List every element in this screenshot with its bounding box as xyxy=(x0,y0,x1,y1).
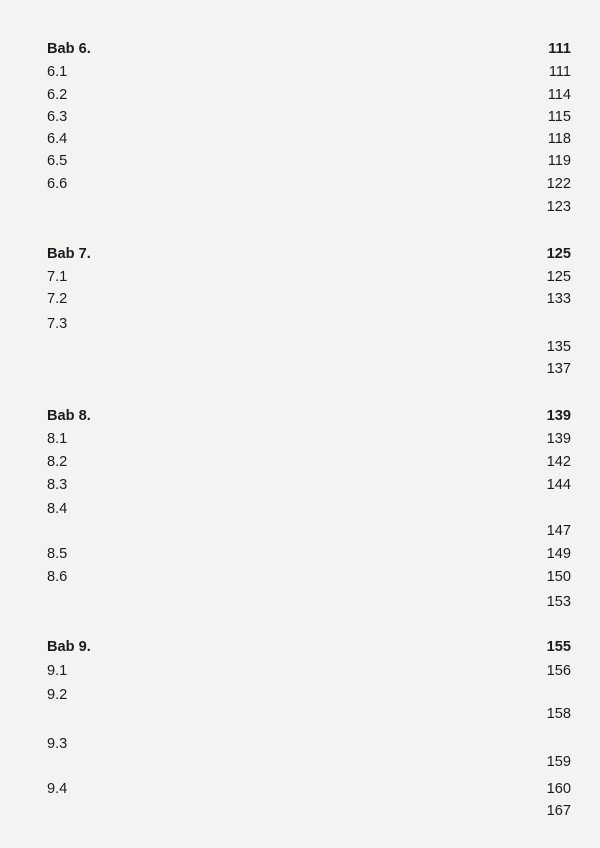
table-of-contents-page: Bab 6. 111 6.1 111 6.2 114 6.3 115 6.4 118 6.5 119 6.6 122 123 Bab 7. 125 7.1 125 7.2 133 7.3 135 137 Bab 8. 139 8.1 139 8.2 142 8.3 144 8.4 147 8.5 149 8.6 150 153 Bab 9. 155 9.1 156 9.2 158 9.3 159 9.4 160 167 xyxy=(47,41,571,819)
